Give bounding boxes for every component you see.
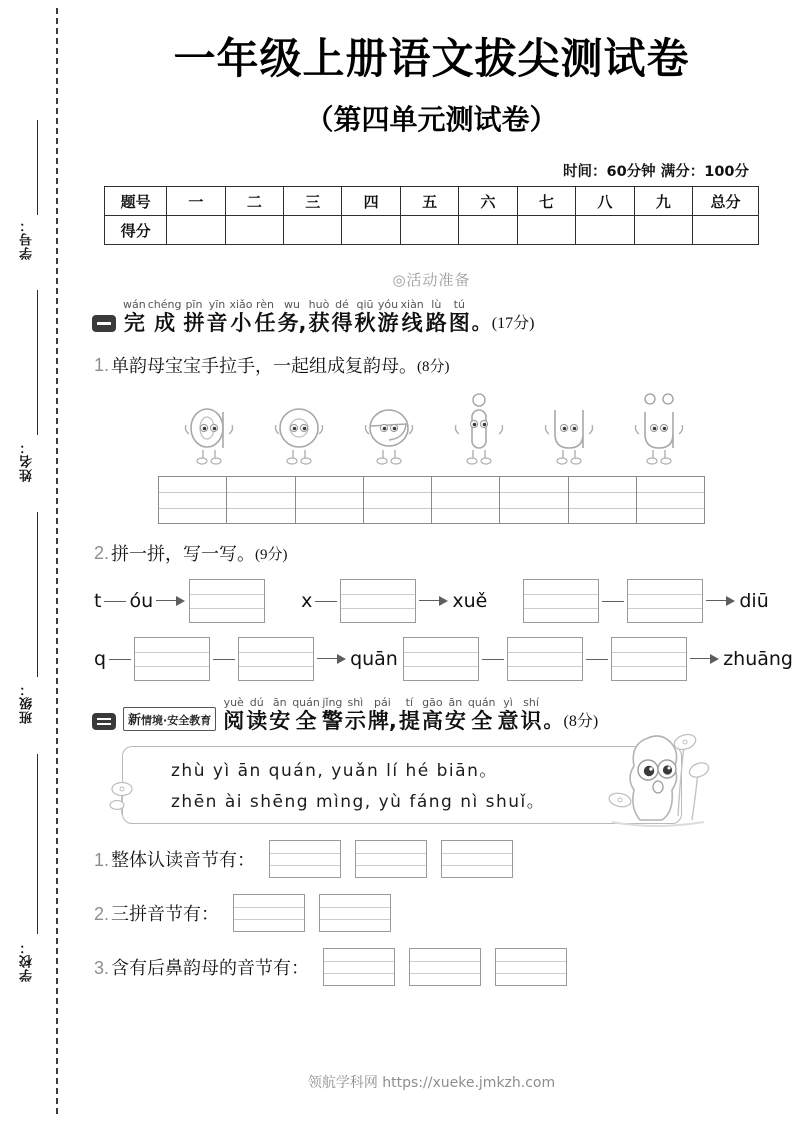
ruby-hanzi: 全 [295, 709, 317, 733]
sign-answer-box[interactable] [441, 840, 513, 878]
answer-grid-cell[interactable] [364, 477, 432, 523]
score-col-2: 二 [225, 187, 283, 216]
section-1-tail: 。 [471, 312, 491, 334]
ruby-hanzi: 完 [123, 311, 145, 335]
connector-dash-icon [586, 659, 608, 660]
badge-topic-label: 情境·安全教育 [141, 714, 212, 727]
spelling-group [94, 579, 265, 623]
spelling-answer-box[interactable] [611, 637, 687, 681]
ruby-pinyin: pái [373, 696, 391, 709]
ruby-unit [401, 298, 424, 336]
spelling-group [94, 637, 398, 681]
ruby-unit [148, 298, 182, 336]
section-2-ruby-text [223, 696, 543, 734]
ruby-hanzi: 全 [471, 709, 493, 733]
answer-grid-cell[interactable] [569, 477, 637, 523]
vowel-character-o-icon [271, 392, 323, 466]
score-col-6: 六 [459, 187, 517, 216]
margin-rail [0, 0, 70, 1122]
question-2-number: 2. [94, 542, 110, 563]
ruby-pinyin: tú [453, 298, 465, 311]
arrow-right-icon [156, 595, 186, 607]
sign-question-number: 3. [94, 958, 110, 978]
section-number-marker-two-icon [92, 713, 116, 730]
section-heading-1 [92, 298, 793, 336]
score-cell[interactable] [459, 216, 517, 245]
safety-sign-line-2: zhēn ài shēng mìng, yù fáng nì shuǐ。 [171, 792, 546, 812]
ruby-pinyin: rèn [256, 298, 275, 311]
score-cell-total[interactable] [692, 216, 758, 245]
ruby-pinyin: lù [431, 298, 442, 311]
question-1-prompt [94, 352, 793, 378]
ruby-pinyin: chéng [147, 298, 182, 311]
mascot-character-icon [600, 720, 710, 845]
ruby-hanzi: 得 [331, 311, 353, 335]
rail-segment [37, 120, 38, 215]
section-2-tail: 。 [543, 710, 563, 732]
section-2-context-badge [123, 707, 216, 731]
ruby-pinyin: wu [284, 298, 300, 311]
score-cell[interactable] [400, 216, 458, 245]
question-2-text: 拼一拼，写一写。 [111, 544, 256, 565]
sign-question-number: 1. [94, 850, 110, 870]
footer-watermark: 领航学科网 https://xueke.jmkzh.com [307, 1075, 556, 1091]
connector-dash-icon [602, 601, 624, 602]
ruby-pinyin: dú [249, 696, 264, 709]
vowel-character-u-icon [541, 392, 593, 466]
rail-segment [37, 754, 38, 934]
answer-grid-cell[interactable] [159, 477, 227, 523]
table-row-scores [105, 216, 759, 245]
ruby-hanzi: 牌, [367, 709, 397, 733]
ruby-unit [368, 696, 397, 734]
score-cell[interactable] [167, 216, 225, 245]
score-cell[interactable] [284, 216, 342, 245]
ruby-pinyin: ān [448, 696, 463, 709]
score-col-9: 九 [634, 187, 692, 216]
question-2-prompt [94, 540, 793, 566]
ruby-hanzi: 警 [321, 709, 343, 733]
spelling-answer-box[interactable] [189, 579, 265, 623]
ruby-pinyin: huò [308, 298, 330, 311]
ruby-pinyin: pīn [185, 298, 203, 311]
rail-segment [37, 512, 38, 677]
question-1-text: 单韵母宝宝手拉手，一起组成复韵母。 [111, 356, 418, 377]
arrow-right-icon [419, 595, 449, 607]
score-col-4: 四 [342, 187, 400, 216]
sign-question-row-3 [94, 948, 793, 986]
ruby-pinyin: shí [523, 696, 539, 709]
spelling-syllable-label: t [94, 590, 102, 612]
ruby-unit [345, 696, 366, 734]
ruby-pinyin: yīn [208, 298, 226, 311]
spelling-answer-box[interactable] [627, 579, 703, 623]
ruby-pinyin: shì [347, 696, 364, 709]
connector-dash-icon [109, 659, 131, 660]
table-row-question-numbers [105, 187, 759, 216]
spelling-row [94, 578, 793, 624]
rail-label-class: 班级： [20, 682, 35, 724]
spelling-answer-box[interactable] [238, 637, 314, 681]
score-cell[interactable] [634, 216, 692, 245]
score-table [104, 186, 759, 245]
ruby-unit [422, 696, 443, 734]
answer-grid-cell[interactable] [637, 477, 704, 523]
sign-question-label: 1. 整体认读音节有： [94, 850, 256, 871]
ruby-pinyin: xiàn [400, 298, 424, 311]
section-2-score: (8分) [563, 713, 599, 730]
vowel-character-row [70, 386, 793, 466]
ruby-hanzi: 高 [421, 709, 443, 733]
plant-sprout-icon [108, 775, 148, 832]
score-col-7: 七 [517, 187, 575, 216]
score-cell[interactable] [517, 216, 575, 245]
sign-answer-box[interactable] [323, 948, 395, 986]
ruby-hanzi: 安 [444, 709, 466, 733]
activity-banner: ◎活动准备 [392, 271, 471, 289]
section-1-ruby-text [123, 298, 472, 336]
ruby-pinyin: yóu [377, 298, 399, 311]
question-2-score: (9分) [255, 546, 288, 563]
ruby-unit [449, 298, 470, 336]
spelling-answer-box[interactable] [134, 637, 210, 681]
answer-grid-cell[interactable] [500, 477, 568, 523]
spelling-syllable-label: x [301, 590, 313, 612]
ruby-pinyin: yì [503, 696, 513, 709]
ruby-unit [246, 696, 267, 734]
rail-segment [37, 290, 38, 435]
sign-answer-box[interactable] [355, 840, 427, 878]
spelling-answer-box[interactable] [523, 579, 599, 623]
arrow-right-icon [690, 653, 720, 665]
ruby-unit [292, 696, 320, 734]
ruby-unit [332, 298, 353, 336]
ruby-unit [355, 298, 376, 336]
rail-label-school: 学校： [20, 940, 35, 982]
sign-question-number: 2. [94, 904, 110, 924]
spelling-syllable-label: óu [129, 590, 154, 612]
connector-dash-icon [104, 601, 126, 602]
score-col-3: 三 [284, 187, 342, 216]
answer-grid-cell[interactable] [227, 477, 295, 523]
ruby-hanzi: 任 [254, 311, 276, 335]
ruby-unit [206, 298, 227, 336]
safety-sign-line-1: zhù yì ān quán, yuǎn lí hé biān。 [171, 761, 498, 781]
ruby-hanzi: 小 [230, 311, 252, 335]
score-col-total: 总分 [692, 187, 758, 216]
rail-label-student-id: 学号： [20, 218, 35, 260]
ruby-pinyin: wán [123, 298, 146, 311]
spelling-exercise [70, 578, 793, 682]
ruby-hanzi: 识 [520, 709, 542, 733]
ruby-hanzi: 路 [425, 311, 447, 335]
spelling-answer-box[interactable] [403, 637, 479, 681]
connector-dash-icon [213, 659, 235, 660]
ruby-unit [426, 298, 447, 336]
spelling-row [94, 636, 793, 682]
ruby-pinyin: quán [467, 696, 496, 709]
safety-sign-questions [70, 840, 793, 986]
ruby-hanzi: 图 [448, 311, 470, 335]
ruby-hanzi: 线 [401, 311, 423, 335]
ruby-hanzi: 秋 [354, 311, 376, 335]
connector-dash-icon [482, 659, 504, 660]
score-cell[interactable] [342, 216, 400, 245]
ruby-hanzi: 游 [377, 311, 399, 335]
section-1-score: (17分) [491, 315, 535, 332]
ruby-pinyin: gāo [422, 696, 443, 709]
spelling-syllable-label: q [94, 648, 107, 670]
spelling-answer-box[interactable] [340, 579, 416, 623]
ruby-unit [378, 298, 399, 336]
arrow-right-icon [706, 595, 736, 607]
score-col-1: 一 [167, 187, 225, 216]
safety-sign-box [122, 746, 682, 824]
ruby-unit [399, 696, 420, 734]
spelling-syllable-label: quān [350, 648, 398, 670]
ruby-hanzi: 示 [344, 709, 366, 733]
ruby-hanzi: 音 [206, 311, 228, 335]
ruby-unit [278, 298, 307, 336]
ruby-unit [229, 298, 252, 336]
sign-answer-box[interactable] [269, 840, 341, 878]
ruby-hanzi: 安 [269, 709, 291, 733]
ruby-unit [322, 696, 343, 734]
answer-grid-cell[interactable] [296, 477, 364, 523]
exam-meta: 时间：60分钟 满分：100分 [563, 164, 749, 180]
question-1-score: (8分) [417, 358, 450, 375]
connector-dash-icon [315, 601, 337, 602]
spelling-answer-box[interactable] [507, 637, 583, 681]
spelling-syllable-label: xuě [452, 590, 488, 612]
sign-question-label: 2. 三拼音节有： [94, 904, 220, 925]
sign-question-row-1 [94, 840, 793, 878]
vowel-character-a-icon [181, 392, 233, 466]
spelling-syllable-label: diū [739, 590, 769, 612]
ruby-pinyin: jǐng [322, 696, 343, 709]
answer-grid-vowels[interactable] [158, 476, 705, 524]
arrow-right-icon [317, 653, 347, 665]
badge-new-label: 新 [128, 713, 142, 728]
ruby-unit [255, 298, 276, 336]
sign-question-row-2 [94, 894, 793, 932]
page-title: 一年级上册语文拔尖测试卷 [173, 34, 690, 83]
sign-answer-box[interactable] [495, 948, 567, 986]
ruby-hanzi: 拼 [183, 311, 205, 335]
score-col-8: 八 [576, 187, 634, 216]
sign-answer-box[interactable] [233, 894, 305, 932]
ruby-pinyin: ān [272, 696, 287, 709]
ruby-hanzi: 务, [277, 311, 307, 335]
ruby-unit [309, 298, 330, 336]
score-col-5: 五 [400, 187, 458, 216]
section-number-marker-one-icon [92, 315, 116, 332]
sign-question-label: 3. 含有后鼻韵母的音节有： [94, 958, 310, 979]
rail-label-name: 姓名： [20, 440, 35, 482]
score-cell[interactable] [576, 216, 634, 245]
safety-sign-illustration [122, 746, 682, 824]
sign-answer-box[interactable] [409, 948, 481, 986]
ruby-hanzi: 获 [308, 311, 330, 335]
spelling-group [301, 579, 487, 623]
question-1-number: 1. [94, 354, 110, 375]
ruby-hanzi: 意 [497, 709, 519, 733]
ruby-unit [468, 696, 496, 734]
vowel-character-i-icon [451, 392, 503, 466]
ruby-unit [521, 696, 542, 734]
score-table-row-label: 得分 [105, 216, 167, 245]
ruby-hanzi: 读 [246, 709, 268, 733]
exam-page [70, 0, 793, 1122]
ruby-unit [123, 298, 146, 336]
ruby-pinyin: dé [335, 298, 349, 311]
vowel-character-e-icon [361, 392, 413, 466]
ruby-hanzi: 成 [154, 311, 176, 335]
score-table-row-label: 题号 [105, 187, 167, 216]
spelling-group [523, 579, 768, 623]
spelling-group [403, 637, 793, 681]
ruby-unit [445, 696, 466, 734]
ruby-hanzi: 阅 [223, 709, 245, 733]
answer-grid-cell[interactable] [432, 477, 500, 523]
sign-answer-box[interactable] [319, 894, 391, 932]
ruby-pinyin: yuè [223, 696, 244, 709]
vowel-character-ü-icon [631, 392, 683, 466]
ruby-pinyin: qiū [356, 298, 374, 311]
spelling-syllable-label: zhuāng [723, 648, 793, 670]
ruby-unit [223, 696, 244, 734]
score-cell[interactable] [225, 216, 283, 245]
ruby-pinyin: quán [292, 696, 320, 709]
ruby-pinyin: tí [405, 696, 414, 709]
ruby-hanzi: 提 [398, 709, 420, 733]
page-subtitle: （第四单元测试卷） [305, 103, 558, 136]
ruby-unit [498, 696, 519, 734]
ruby-pinyin: xiǎo [229, 298, 253, 311]
ruby-unit [269, 696, 290, 734]
ruby-unit [183, 298, 204, 336]
